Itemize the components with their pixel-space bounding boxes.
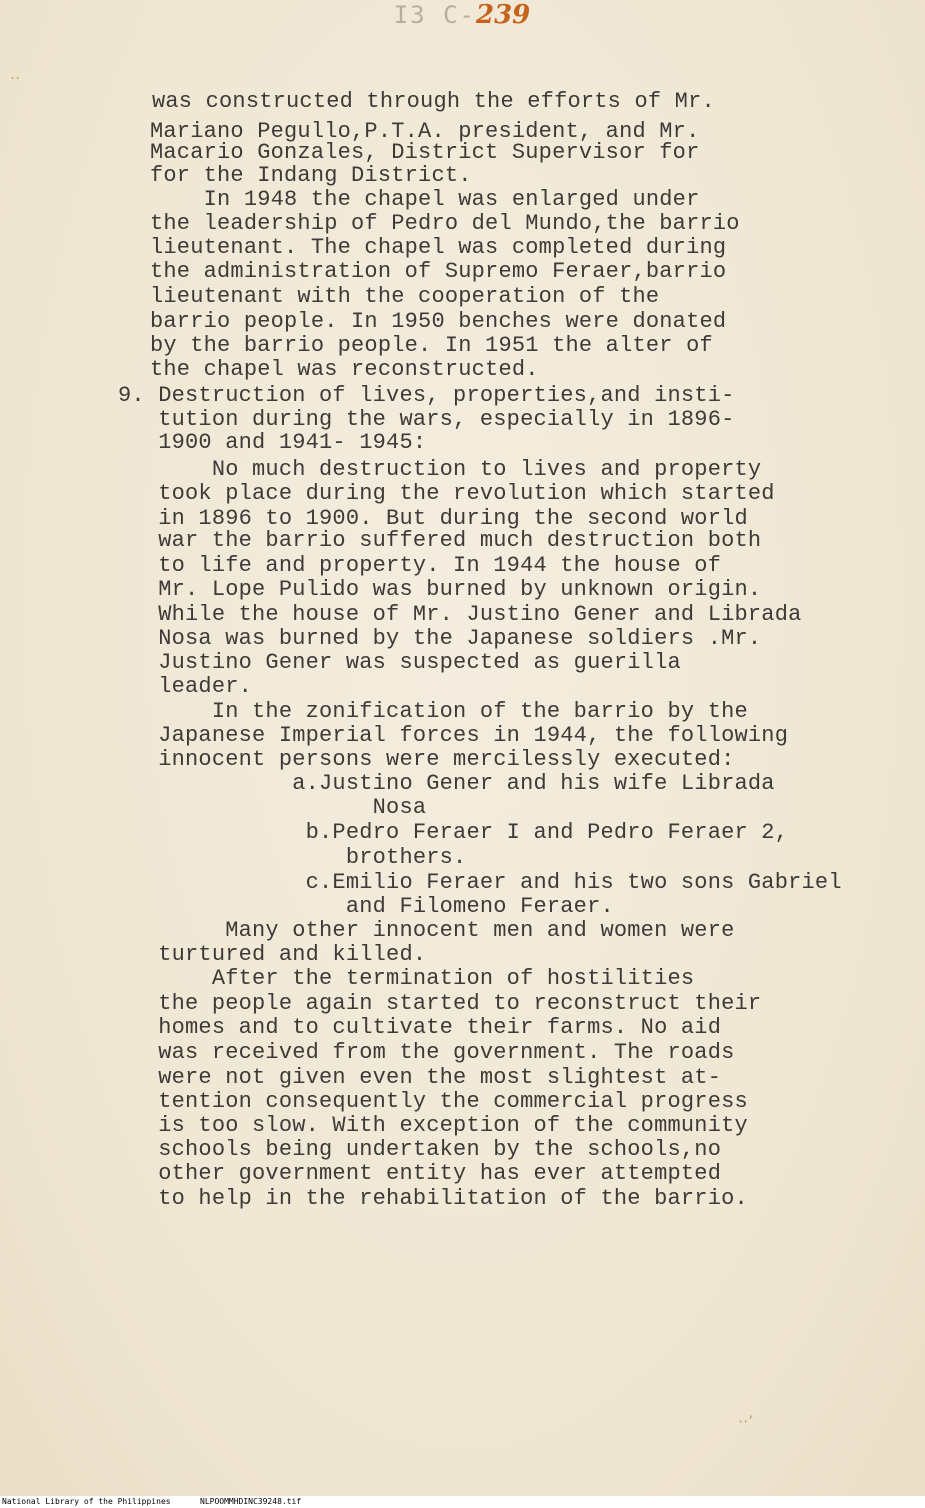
text-line: the people again started to reconstruct their: [118, 991, 762, 1016]
scan-footer: [0, 1496, 925, 1508]
text-line: a.Justino Gener and his wife Librada: [118, 771, 775, 796]
text-line: to life and property. In 1944 the house of: [118, 553, 722, 578]
text-line: was constructed through the efforts of Mr.: [152, 89, 715, 114]
text-line: other government entity has ever attempted: [118, 1161, 722, 1186]
text-line: were not given even the most slightest at-: [118, 1065, 722, 1090]
text-line: barrio people. In 1950 benches were donated: [150, 309, 727, 334]
text-line: war the barrio suffered much destruction both: [118, 528, 762, 553]
text-line: After the termination of hostilities: [118, 966, 695, 991]
text-line: tention consequently the commercial progress: [118, 1089, 748, 1114]
text-line: homes and to cultivate their farms. No aid: [118, 1015, 722, 1040]
text-line: Macario Gonzales, District Supervisor for: [150, 140, 700, 165]
text-line: c.Emilio Feraer and his two sons Gabriel: [118, 870, 842, 895]
text-line: No much destruction to lives and property: [118, 457, 762, 482]
text-line: and Filomeno Feraer.: [118, 894, 614, 919]
text-line: 9. Destruction of lives, properties,and insti-: [118, 383, 735, 408]
text-line: Many other innocent men and women were: [118, 918, 735, 943]
page-stamp-prefix: I3 C-: [393, 1, 476, 29]
text-line: In 1948 the chapel was enlarged under: [150, 187, 700, 212]
text-line: the chapel was reconstructed.: [150, 357, 539, 382]
text-line: schools being undertaken by the schools,no: [118, 1137, 722, 1162]
text-line: by the barrio people. In 1951 the alter of: [150, 333, 713, 358]
text-line: While the house of Mr. Justino Gener and Librada: [118, 602, 802, 627]
text-line: turtured and killed.: [118, 942, 427, 967]
page-number-stamp: [312, 0, 612, 30]
text-line: lieutenant. The chapel was completed during: [150, 235, 727, 260]
text-line: is too slow. With exception of the community: [118, 1113, 748, 1138]
text-line: innocent persons were mercilessly executed:: [118, 747, 735, 772]
margin-dots: ..: [10, 64, 21, 83]
text-line: Mr. Lope Pulido was burned by unknown origin.: [118, 577, 762, 602]
text-line: leader.: [118, 674, 253, 699]
footer-file-id: NLPOOMMHDINC39248.tif: [200, 1497, 302, 1506]
text-line: In the zonification of the barrio by the: [118, 699, 748, 724]
text-line: took place during the revolution which started: [118, 481, 775, 506]
text-line: lieutenant with the cooperation of the: [150, 284, 660, 309]
text-line: Nosa: [118, 795, 427, 820]
text-line: to help in the rehabilitation of the barrio.: [118, 1186, 748, 1211]
text-line: Mariano Pegullo,P.T.A. president, and Mr.: [150, 119, 700, 144]
text-line: the leadership of Pedro del Mundo,the barrio: [150, 211, 740, 236]
text-line: the administration of Supremo Feraer,barrio: [150, 259, 727, 284]
text-line: Nosa was burned by the Japanese soldiers .Mr.: [118, 626, 762, 651]
text-line: Justino Gener was suspected as guerilla: [118, 650, 681, 675]
text-line: was received from the government. The roads: [118, 1040, 735, 1065]
text-line: brothers.: [118, 845, 467, 870]
text-line: 1900 and 1941- 1945:: [118, 430, 427, 455]
handwritten-page-number: 239: [475, 0, 531, 30]
margin-smudge: ··’: [738, 1412, 754, 1431]
text-line: tution during the wars, especially in 1896-: [118, 407, 735, 432]
text-line: for the Indang District.: [150, 163, 472, 188]
text-line: b.Pedro Feraer I and Pedro Feraer 2,: [118, 820, 789, 845]
footer-source: National Library of the Philippines: [2, 1497, 171, 1506]
text-line: in 1896 to 1900. But during the second world: [118, 506, 748, 531]
text-line: Japanese Imperial forces in 1944, the following: [118, 723, 789, 748]
